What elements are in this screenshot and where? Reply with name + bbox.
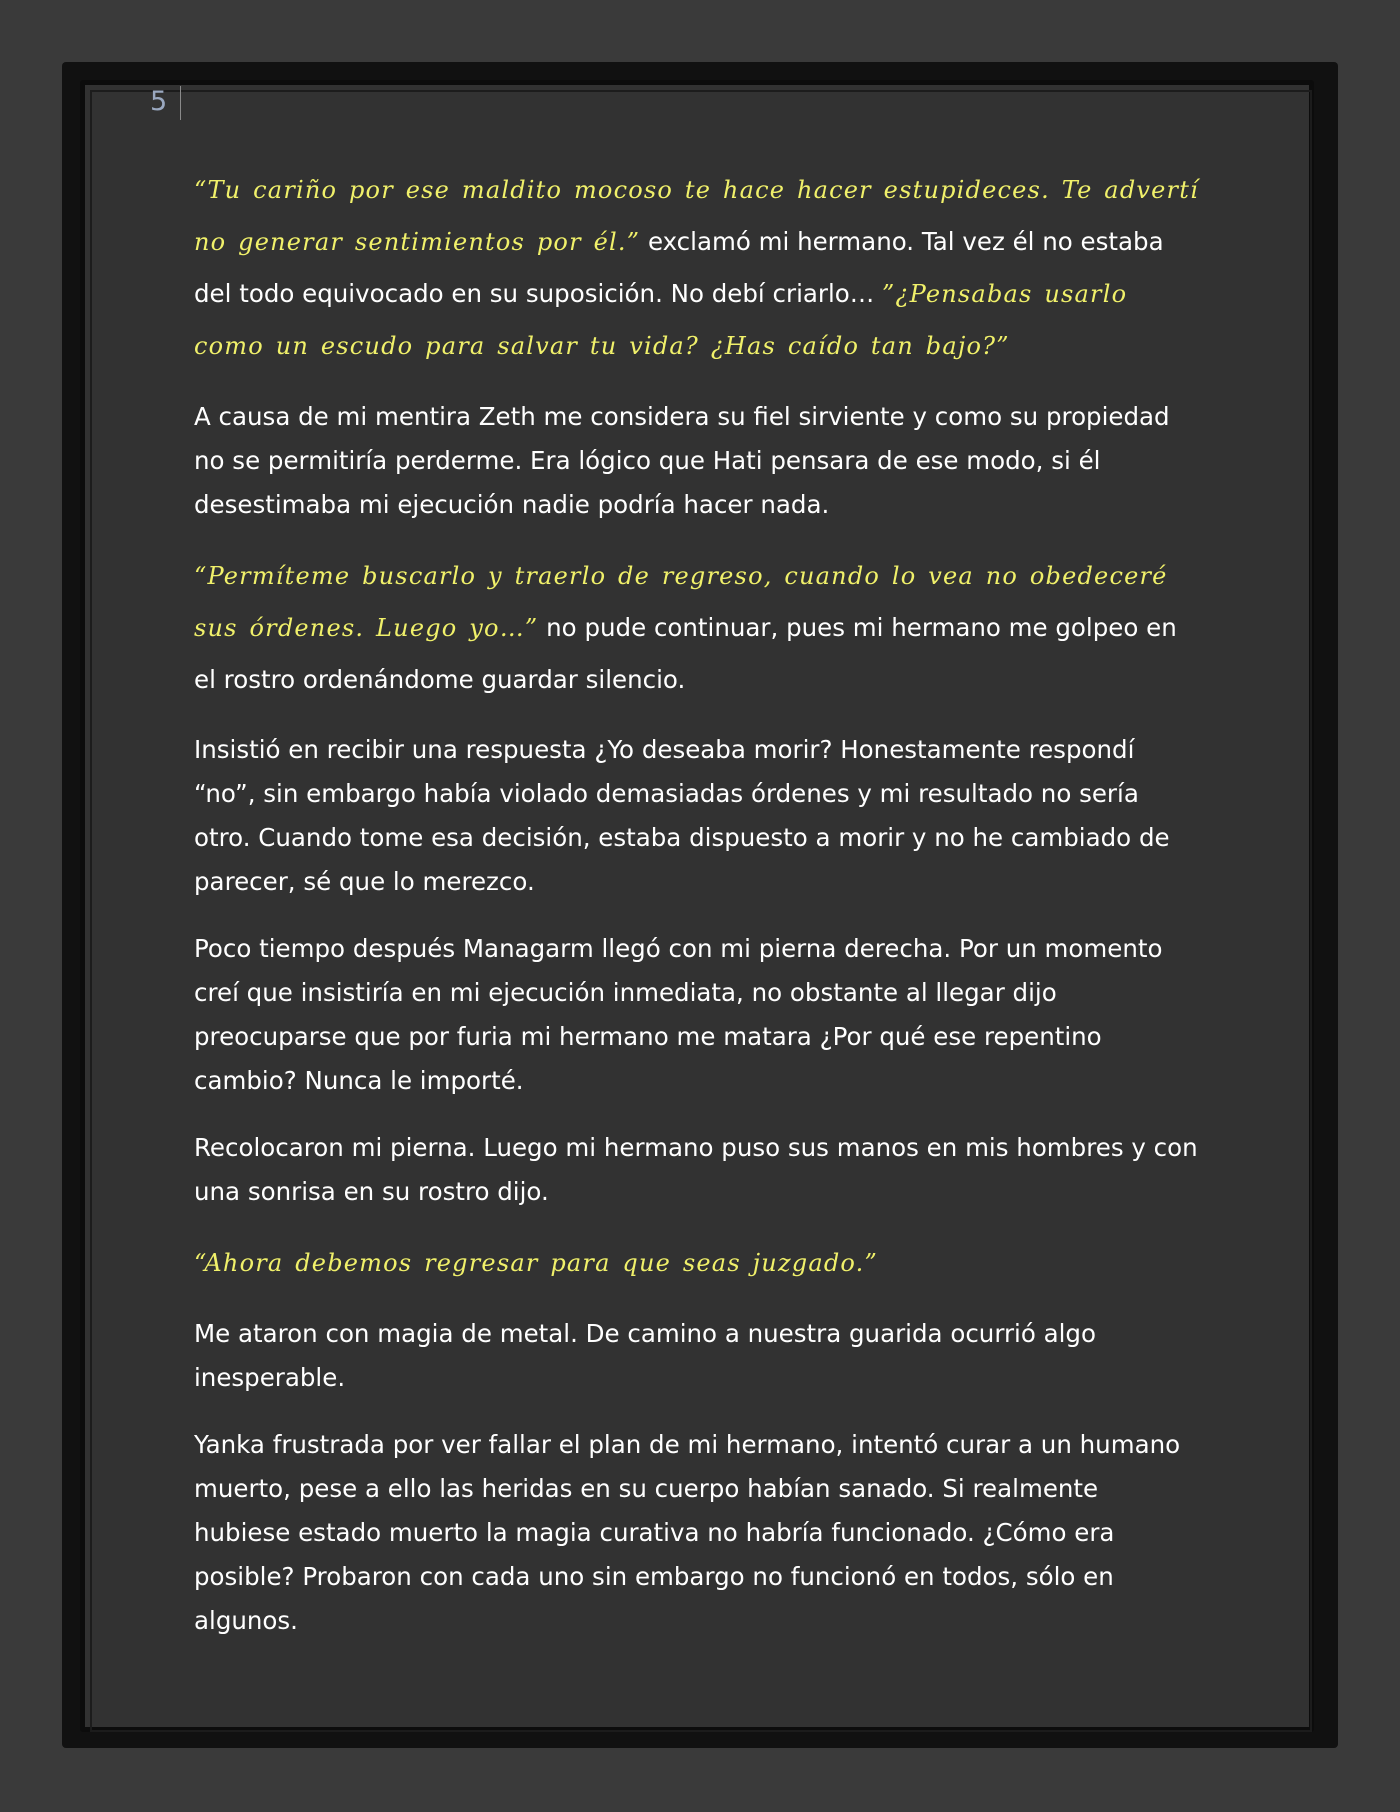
narration-text: Poco tiempo después Managarm llegó con mi pierna derecha. Por un momento creí que insistiría en mi ejecución inmediata, no obstante al llegar dijo preocuparse que por furia mi hermano me matara ¿Por qué ese repentino cambio? Nunca le importé.	[194, 934, 1163, 1095]
paragraph-4	[194, 728, 1200, 904]
narration-text: Insistió en recibir una respuesta ¿Yo deseaba morir? Honestamente respondí “no”, sin embargo había violado demasiadas órdenes y mi resultado no sería otro. Cuando tome esa decisión, estaba dispuesto a morir y no he cambiado de parecer, sé que lo merezco.	[194, 735, 1170, 896]
dialogue-quote: “Permíteme buscarlo y traerlo de regreso, cuando lo vea no obedeceré sus órdenes. Luego yo…”	[194, 562, 1168, 642]
paragraph-8	[194, 1312, 1200, 1400]
paragraph-3	[194, 550, 1200, 705]
page-number-divider	[180, 86, 181, 120]
paragraph-9	[194, 1423, 1200, 1643]
narration-text: Yanka frustrada por ver fallar el plan de mi hermano, intentó curar a un humano muerto, pese a ello las heridas en su cuerpo habían sanado. Si realmente hubiese estado muerto la magia curativa no habría funcionado. ¿Cómo era posible? Probaron con cada uno sin embargo no funcionó en todos, sólo en algunos.	[194, 1430, 1181, 1635]
narration-text: no pude continuar, pues mi hermano me golpeo en el rostro ordenándome guardar silencio.	[194, 613, 1177, 694]
paragraph-2	[194, 395, 1200, 527]
dialogue-quote: ”¿Pensabas usarlo como un escudo para salvar tu vida? ¿Has caído tan bajo?”	[194, 280, 1128, 360]
paragraph-7	[194, 1237, 1200, 1289]
page-content	[194, 164, 1200, 1666]
paragraph-6	[194, 1126, 1200, 1214]
narration-text: A causa de mi mentira Zeth me considera su fiel sirviente y como su propiedad no se permitiría perderme. Era lógico que Hati pensara de ese modo, si él desestimaba mi ejecución nadie podría hacer nada.	[194, 402, 1170, 519]
narration-text: Recolocaron mi pierna. Luego mi hermano puso sus manos en mis hombres y con una sonrisa en su rostro dijo.	[194, 1133, 1198, 1206]
dialogue-quote: “Ahora debemos regresar para que seas juzgado.”	[194, 1249, 878, 1277]
paragraph-5	[194, 927, 1200, 1103]
dialogue-quote: “Tu cariño por ese maldito mocoso te hace hacer estupideces. Te advertí no generar sentimientos por él.”	[194, 176, 1199, 256]
narration-text: Me ataron con magia de metal. De camino a nuestra guarida ocurrió algo inesperable.	[194, 1319, 1096, 1392]
page-number: 5	[150, 86, 168, 117]
narration-text: exclamó mi hermano. Tal vez él no estaba del todo equivocado en su suposición. No debí criarlo…	[194, 227, 1164, 308]
paragraph-1	[194, 164, 1200, 372]
